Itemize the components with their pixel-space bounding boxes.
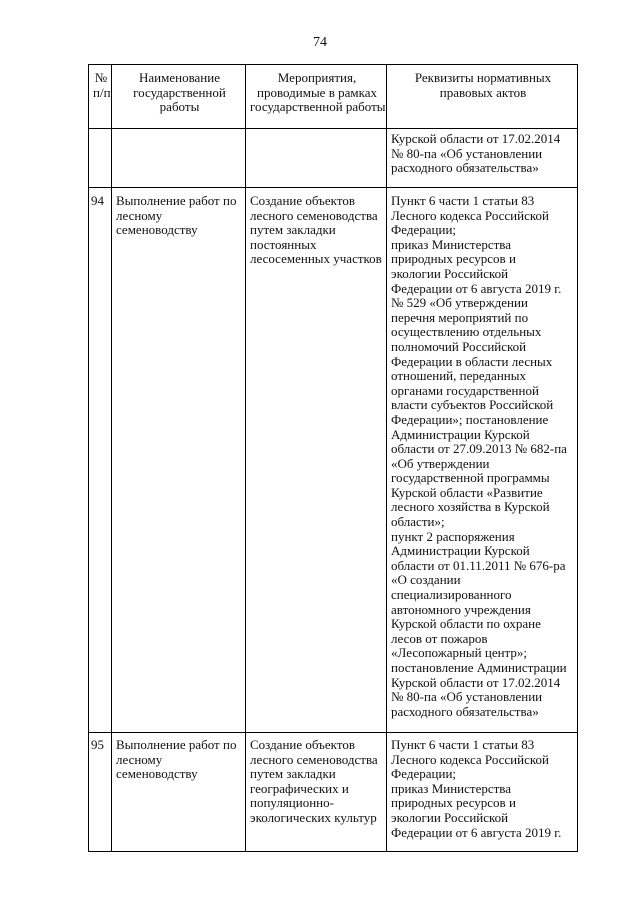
- text-line: приказ Министерства: [391, 236, 512, 252]
- text-line: природных ресурсов и: [391, 795, 516, 811]
- text-line: Курской области от 17.02.2014: [391, 131, 561, 146]
- table-row-continuation: [89, 129, 578, 188]
- text-line: Федерации»; постановление: [391, 411, 549, 427]
- text-line: п/п: [93, 84, 111, 100]
- text-line: отношений, переданных: [391, 368, 526, 384]
- text-line: власти субъектов Российской: [391, 397, 554, 413]
- text-line: Администрации Курской: [391, 426, 530, 442]
- text-line: Лесного кодекса Российской: [391, 207, 549, 223]
- text-line: автономного учреждения: [391, 601, 531, 617]
- text-line: государственной: [133, 84, 226, 100]
- text-line: лесному: [116, 751, 163, 767]
- text-line: путем закладки: [250, 222, 336, 238]
- text-line: Создание объектов: [250, 737, 355, 752]
- text-line: Федерации;: [391, 222, 457, 238]
- text-line: экологии Российской: [391, 809, 509, 825]
- text-line: экологических культур: [250, 809, 377, 825]
- row-num-cell: 94: [89, 188, 112, 733]
- text-line: лесосеменных участков: [250, 251, 382, 267]
- text-line: № 80-па «Об установлении: [391, 689, 543, 705]
- text-line: постоянных: [250, 236, 317, 252]
- text-line: природных ресурсов и: [391, 251, 516, 267]
- text-line: Федерации от 6 августа 2019 г.: [391, 824, 562, 840]
- text-line: расходного обязательства»: [391, 160, 539, 176]
- text-line: семеноводству: [116, 222, 198, 238]
- text-line: расходного обязательства»: [391, 703, 539, 719]
- row-measures-cell: [246, 733, 387, 852]
- text-line: «Об утверждении: [391, 455, 490, 471]
- text-line: Мероприятия,: [277, 70, 357, 85]
- text-line: Реквизиты нормативных: [414, 70, 552, 85]
- text-line: Федерации в области лесных: [391, 353, 553, 369]
- text-line: Пункт 6 части 1 статьи 83: [391, 193, 535, 208]
- text-line: экологии Российской: [391, 265, 509, 281]
- row-acts-cell: [387, 129, 578, 188]
- text-line: Наименование: [139, 70, 220, 85]
- text-line: перечня мероприятий по: [391, 309, 529, 325]
- text-line: Федерации от 6 августа 2019 г.: [391, 280, 562, 296]
- regulations-table: [88, 64, 578, 852]
- header-measures: [246, 65, 387, 129]
- text-line: области от 27.09.2013 № 682-па: [391, 441, 567, 457]
- text-line: популяционно-: [250, 795, 334, 811]
- text-line: «Лесопожарный центр»;: [391, 645, 528, 661]
- header-num: [89, 65, 112, 129]
- text-line: Выполнение работ по: [116, 737, 237, 752]
- row-name-cell: [112, 188, 246, 733]
- text-line: «О создании: [391, 572, 461, 588]
- text-line: №: [94, 70, 108, 85]
- text-line: органами государственной: [391, 382, 539, 398]
- text-line: работы: [159, 99, 200, 115]
- text-line: области от 01.11.2011 № 676-ра: [391, 557, 566, 573]
- text-line: лесов от пожаров: [391, 630, 488, 646]
- text-line: Создание объектов: [250, 193, 355, 208]
- text-line: области»;: [391, 514, 445, 530]
- text-line: лесному: [116, 207, 163, 223]
- row-name-cell: [112, 733, 246, 852]
- text-line: приказ Министерства: [391, 780, 512, 796]
- text-line: № 529 «Об утверждении: [391, 295, 528, 311]
- text-line: лесного семеноводства: [250, 207, 378, 223]
- text-line: постановление Администрации: [391, 660, 567, 675]
- table-row-94: [89, 188, 578, 733]
- text-line: государственной работы: [250, 99, 386, 115]
- text-line: правовых актов: [439, 84, 527, 100]
- text-line: полномочий Российской: [391, 338, 527, 354]
- text-line: пункт 2 распоряжения: [391, 528, 515, 544]
- text-line: Лесного кодекса Российской: [391, 751, 549, 767]
- text-line: Курской области «Развитие: [391, 484, 543, 500]
- row-measures-cell: [246, 188, 387, 733]
- header-acts: [387, 65, 578, 129]
- row-measures-cell: [246, 129, 387, 188]
- text-line: Пункт 6 части 1 статьи 83: [391, 737, 535, 752]
- text-line: семеноводству: [116, 766, 198, 782]
- row-num-cell: 95: [89, 733, 112, 852]
- text-line: Курской области от 17.02.2014: [391, 674, 561, 690]
- text-line: осуществлению отдельных: [391, 324, 542, 340]
- text-line: Курской области по охране: [391, 616, 541, 632]
- text-line: проводимые в рамках: [257, 84, 377, 100]
- page-number: 74: [313, 35, 327, 50]
- text-line: Администрации Курской: [391, 543, 530, 559]
- table-row-95: [89, 733, 578, 852]
- text-line: географических и: [250, 780, 349, 796]
- row-num-cell: [89, 129, 112, 188]
- text-line: лесного хозяйства в Курской: [391, 499, 550, 515]
- text-line: Выполнение работ по: [116, 193, 237, 208]
- text-line: лесного семеноводства: [250, 751, 378, 767]
- text-line: путем закладки: [250, 766, 336, 782]
- row-acts-cell: [387, 733, 578, 852]
- row-name-cell: [112, 129, 246, 188]
- text-line: № 80-па «Об установлении: [391, 145, 543, 161]
- text-line: специализированного: [391, 587, 512, 603]
- row-acts-cell: [387, 188, 578, 733]
- table-header-row: [89, 65, 578, 129]
- text-line: Федерации;: [391, 766, 457, 782]
- text-line: государственной программы: [391, 470, 550, 486]
- header-name: [112, 65, 246, 129]
